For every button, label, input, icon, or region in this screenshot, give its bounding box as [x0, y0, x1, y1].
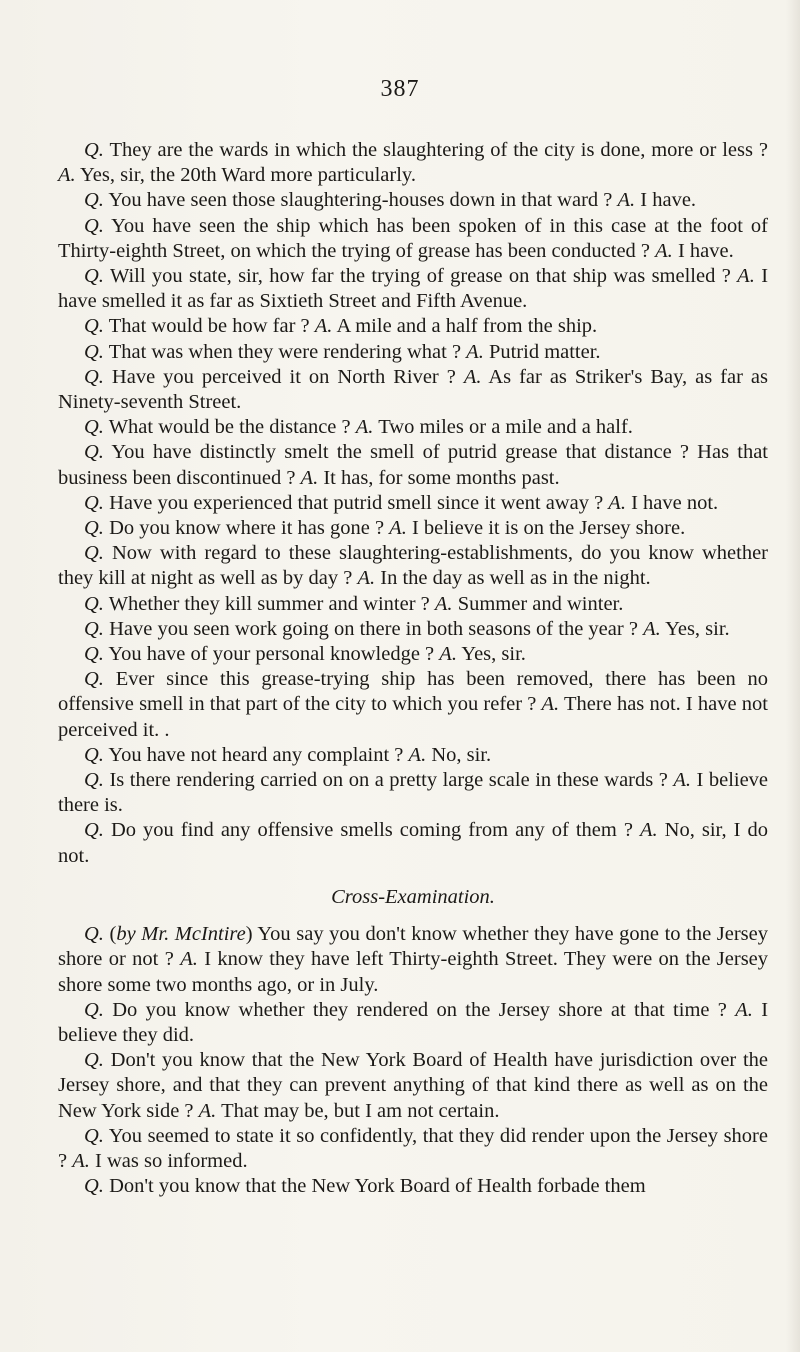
question-label: Q. [84, 769, 104, 792]
qa-paragraph [58, 1124, 768, 1174]
qa-paragraph: Q. (by Mr. McIntire) You say you don't know whether they have gone to the Jersey shore or not ? A. I know they have left Thirty-eighth Street. They were on the Jersey shore some two months ago, or in July. [58, 923, 769, 996]
question-text: Is there rendering carried on on a pretty large scale in these wards ? [109, 769, 668, 792]
answer-label: A. [357, 567, 376, 590]
answer-label: A. [737, 265, 755, 288]
answer-label: A. [180, 948, 198, 971]
answer-text: I have smelled it as far as Sixtieth Street and Fifth Avenue. [58, 265, 769, 313]
answer-label: A. [434, 592, 453, 615]
question-text: Don't you know that the New York Board of Health have jurisdiction over the Jersey shore, and that they can prevent anything of that kind there as well as on the New York side ? [58, 1049, 769, 1122]
question-label: Q. [84, 1175, 104, 1198]
qa-paragraph [58, 998, 768, 1048]
question-label: Q. [84, 643, 104, 666]
answer-text: I have. [677, 239, 734, 262]
answer-text: Yes, sir. [461, 643, 526, 666]
question-text: Whether they kill summer and winter ? [108, 592, 430, 615]
question-label: Q. [84, 189, 104, 212]
answer-text: In the day as well as in the night. [380, 567, 651, 590]
question-label: Q. [84, 1124, 104, 1147]
question-text: You seemed to state it so confidently, that they did render upon the Jersey shore ? [58, 1124, 768, 1172]
question-text: Don't you know that the New York Board of Health forbade them [109, 1175, 646, 1198]
answer-text: I believe it is on the Jersey shore. [411, 517, 686, 540]
answer-text: I believe there is. [58, 769, 769, 817]
qa-paragraph [58, 415, 768, 440]
answer-text: Yes, sir. [665, 617, 730, 640]
answer-label: A. [72, 1149, 90, 1172]
question-label: Q. [84, 592, 104, 615]
qa-paragraph [58, 592, 768, 617]
qa-paragraph [58, 138, 768, 188]
qa-paragraph [58, 1048, 768, 1124]
question-label: Q. [84, 517, 104, 540]
qa-paragraph [58, 264, 768, 314]
answer-text: No, sir. [431, 743, 492, 766]
question-text: You have of your personal knowledge ? [108, 643, 435, 666]
qa-paragraph [58, 516, 768, 541]
question-label: Q. [84, 214, 104, 237]
answer-label: A. [198, 1099, 217, 1122]
answer-label: A. [639, 819, 658, 842]
question-text: You have distinctly smelt the smell of putrid grease that distance ? Has that business been discontinued ? [58, 441, 768, 489]
answer-text: I was so informed. [95, 1149, 248, 1172]
question-label: Q. [84, 668, 104, 691]
answer-text: I believe they did. [58, 998, 769, 1046]
answer-label: A. [617, 189, 636, 212]
answer-text: I have not. [631, 491, 719, 514]
answer-label: A. [541, 693, 560, 716]
answer-text: I have. [640, 189, 697, 212]
question-text: Do you know whether they rendered on the Jersey shore at that time ? [112, 998, 727, 1021]
answer-label: A. [643, 617, 661, 640]
question-label: Q. [84, 441, 104, 464]
question-text: Ever since this grease-trying ship has been removed, there has been no offensive smell in that part of the city to which you refer ? [58, 668, 769, 716]
answer-label: A. [463, 365, 482, 388]
direct-examination [58, 138, 768, 869]
qa-paragraph [58, 365, 768, 415]
question-text: You have seen those slaughtering-houses down in that ward ? [108, 189, 613, 212]
answer-label: A. [466, 340, 484, 363]
answer-text: I know they have left Thirty-eighth Street. They were on the Jersey shore some two months ago, or in July. [58, 948, 769, 996]
question-text: Do you find any offensive smells coming from any of them ? [110, 819, 633, 842]
question-text: Have you perceived it on North River ? [111, 365, 456, 388]
answer-label: A. [735, 998, 753, 1021]
question-text: You say you don't know whether they have gone to the Jersey shore or not ? [58, 923, 769, 971]
question-label: Q. [84, 617, 104, 640]
answer-label: A. [389, 517, 407, 540]
qa-paragraph [58, 818, 768, 868]
answer-text: There has not. I have not perceived it. . [58, 693, 768, 741]
question-text: You have seen the ship which has been spoken of in this case at the foot of Thirty-eighth Street, on which the trying of grease has been conducted ? [58, 214, 768, 262]
question-label: Q. [84, 491, 104, 514]
section-heading: Cross-Examination. [331, 885, 495, 908]
question-text: Have you experienced that putrid smell since it went away ? [109, 491, 604, 514]
qa-paragraph [58, 314, 768, 339]
question-label: Q. [84, 743, 104, 766]
answer-label: A. [655, 239, 673, 262]
page-edge-shadow [786, 0, 800, 1352]
answer-text: That may be, but I am not certain. [221, 1099, 500, 1122]
qa-paragraph [58, 214, 768, 264]
question-text: What would be the distance ? [108, 416, 351, 439]
question-text: That would be how far ? [108, 315, 310, 338]
answer-text: Two miles or a mile and a half. [378, 416, 633, 439]
qa-paragraph [58, 440, 768, 490]
qa-paragraph [58, 188, 768, 213]
answer-text: Putrid matter. [488, 340, 601, 363]
question-text: You have not heard any complaint ? [108, 743, 404, 766]
question-label: Q. [84, 819, 104, 842]
qa-paragraph [58, 617, 768, 642]
qa-paragraph [58, 768, 768, 818]
question-label: Q. [84, 139, 104, 161]
answer-label: A. [300, 466, 319, 489]
answer-label: A. [355, 416, 374, 439]
qa-paragraph [58, 340, 768, 365]
answer-label: A. [439, 643, 457, 666]
answer-label: A. [408, 743, 427, 766]
testimony-text [58, 138, 768, 1199]
question-label: Q. [84, 416, 104, 439]
qa-paragraph [58, 642, 768, 667]
answer-label: A. [314, 315, 333, 338]
answer-text: It has, for some months past. [323, 466, 560, 489]
qa-paragraph [58, 743, 768, 768]
page-number: 387 [380, 76, 420, 102]
answer-text: A mile and a half from the ship. [336, 315, 598, 338]
answer-text: No, sir, I do not. [58, 819, 768, 867]
question-label: Q. [84, 315, 104, 338]
examiner-name: by Mr. McIntire [116, 923, 246, 946]
cross-examination [58, 922, 768, 1199]
answer-label: A. [608, 491, 626, 514]
question-text: That was when they were rendering what ? [108, 340, 462, 363]
question-label: Q. [84, 542, 104, 565]
qa-paragraph [58, 1174, 768, 1199]
question-text: Do you know where it has gone ? [109, 517, 385, 540]
answer-text: Summer and winter. [457, 592, 624, 615]
answer-label: A. [58, 164, 76, 187]
question-label: Q. [84, 923, 104, 946]
question-label: Q. [84, 365, 104, 388]
question-label: Q. [84, 265, 104, 288]
qa-paragraph [58, 667, 768, 743]
question-label: Q. [84, 340, 104, 363]
question-label: Q. [84, 1049, 104, 1072]
qa-paragraph [58, 491, 768, 516]
qa-paragraph [58, 541, 768, 591]
question-text: Now with regard to these slaughtering-establishments, do you know whether they kill at night as well as by day ? [58, 542, 768, 590]
answer-text: As far as Striker's Bay, as far as Ninety-seventh Street. [58, 365, 768, 414]
question-text: They are the wards in which the slaughtering of the city is done, more or less ? [109, 139, 768, 161]
question-text: Will you state, sir, how far the trying of grease on that ship was smelled ? [109, 265, 731, 288]
answer-label: A. [673, 769, 691, 792]
question-label: Q. [84, 998, 104, 1021]
question-text: Have you seen work going on there in both seasons of the year ? [109, 617, 638, 640]
answer-text: Yes, sir, the 20th Ward more particularly. [80, 164, 416, 187]
